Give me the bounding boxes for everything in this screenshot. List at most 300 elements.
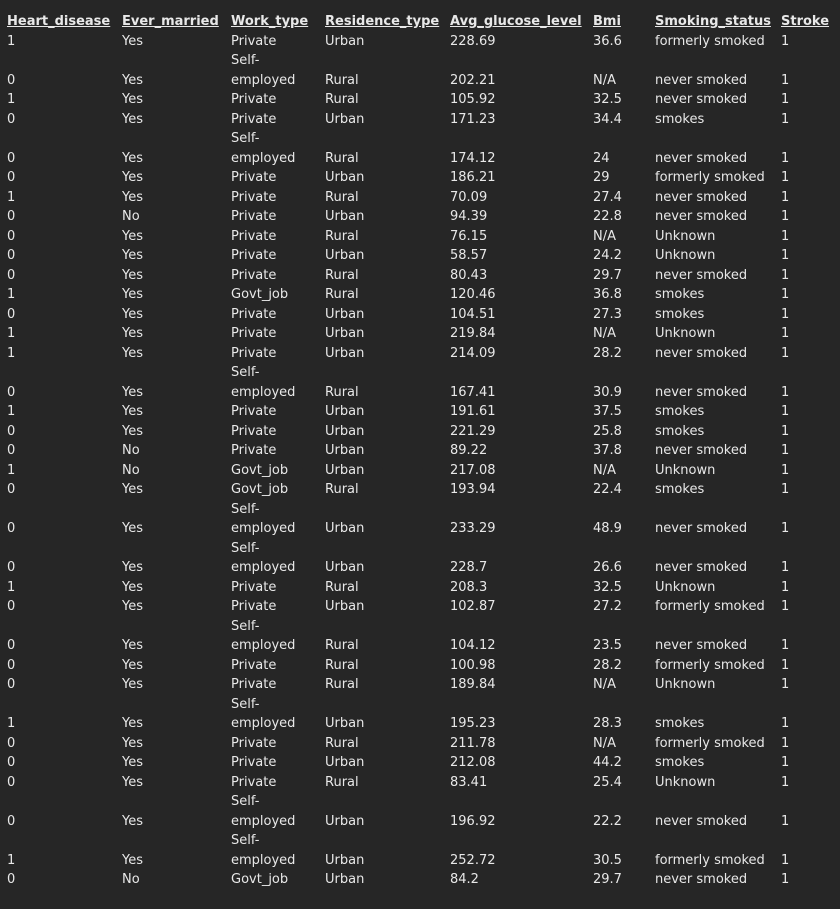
bmi-cell: 25.4 — [593, 774, 622, 790]
stroke-cell: 1 — [781, 755, 790, 770]
heart-disease-cell: 0 — [7, 306, 16, 322]
heart-disease-cell: 0 — [7, 560, 16, 575]
residence-type-cell: Rural — [325, 735, 359, 751]
heart-disease-cell: 1 — [7, 92, 16, 107]
residence-type-cell: Urban — [325, 521, 365, 536]
smoking-status-cell: never smoked — [655, 638, 748, 653]
bmi-cell: 24 — [593, 150, 610, 166]
avg-glucose-level-cell: 228.7 — [450, 560, 488, 575]
smoking-status-cell: formerly smoked — [655, 33, 765, 49]
smoking-status-cell: Unknown — [655, 228, 716, 244]
avg-glucose-level-cell: 212.08 — [450, 755, 496, 770]
avg-glucose-level-cell: 58.57 — [450, 248, 488, 263]
avg-glucose-level-cell: 171.23 — [450, 111, 496, 127]
work-type-cell: Govt_job — [231, 872, 289, 887]
avg-glucose-level-cell: 208.3 — [450, 579, 488, 595]
bmi-cell: 23.5 — [593, 638, 622, 653]
work-type-cell: Private — [231, 345, 277, 361]
stroke-cell: 1 — [781, 228, 790, 244]
table-row — [0, 266, 840, 286]
avg-glucose-level-cell: 120.46 — [450, 287, 496, 302]
residence-type-cell: Urban — [325, 755, 365, 770]
work-type-cell: Private — [231, 170, 277, 185]
table-row — [0, 539, 840, 578]
work-type-cell: Private — [231, 657, 277, 673]
heart-disease-cell: 1 — [7, 326, 16, 341]
work-type-cell: Self-employed — [231, 794, 296, 829]
bmi-cell: 27.2 — [593, 599, 622, 614]
work-type-cell: Private — [231, 774, 277, 790]
avg-glucose-level-cell: 105.92 — [450, 92, 496, 107]
avg-glucose-level-cell: 76.15 — [450, 228, 488, 244]
heart-disease-cell: 0 — [7, 521, 16, 536]
avg-glucose-level-cell: 195.23 — [450, 716, 496, 731]
smoking-status-cell: Unknown — [655, 462, 716, 478]
residence-type-cell: Urban — [325, 813, 365, 829]
residence-type-cell: Rural — [325, 482, 359, 497]
bmi-cell: 26.6 — [593, 560, 622, 575]
ever-married-cell: Yes — [122, 150, 143, 166]
table-row — [0, 870, 840, 890]
ever-married-cell: Yes — [122, 384, 143, 400]
smoking-status-cell: formerly smoked — [655, 599, 765, 614]
column-header-residence-type: Residence_type — [325, 14, 440, 29]
smoking-status-cell: Unknown — [655, 579, 716, 595]
smoking-status-cell: formerly smoked — [655, 657, 765, 673]
stroke-cell: 1 — [781, 521, 790, 536]
ever-married-cell: Yes — [122, 306, 143, 322]
avg-glucose-level-cell: 189.84 — [450, 677, 496, 692]
stroke-cell: 1 — [781, 579, 790, 595]
table-row — [0, 441, 840, 461]
smoking-status-cell: formerly smoked — [655, 852, 765, 868]
smoking-status-cell: Unknown — [655, 248, 716, 263]
stroke-cell: 1 — [781, 423, 790, 439]
bmi-cell: N/A — [593, 462, 616, 478]
ever-married-cell: Yes — [122, 248, 143, 263]
ever-married-cell: Yes — [122, 813, 143, 829]
table-row — [0, 32, 840, 52]
avg-glucose-level-cell: 196.92 — [450, 813, 496, 829]
bmi-cell: 32.5 — [593, 579, 622, 595]
smoking-status-cell: never smoked — [655, 189, 748, 205]
avg-glucose-level-cell: 219.84 — [450, 326, 496, 341]
ever-married-cell: Yes — [122, 755, 143, 770]
ever-married-cell: Yes — [122, 677, 143, 692]
work-type-cell: Private — [231, 92, 277, 107]
bmi-cell: 22.4 — [593, 482, 622, 497]
ever-married-cell: No — [122, 872, 140, 887]
smoking-status-cell: smokes — [655, 404, 705, 419]
residence-type-cell: Urban — [325, 306, 365, 322]
table-row — [0, 792, 840, 831]
stroke-cell: 1 — [781, 462, 790, 478]
smoking-status-cell: Unknown — [655, 326, 716, 341]
bmi-cell: 29 — [593, 170, 610, 185]
bmi-cell: 24.2 — [593, 248, 622, 263]
ever-married-cell: Yes — [122, 852, 143, 868]
table-row — [0, 500, 840, 539]
work-type-cell: Govt_job — [231, 482, 289, 497]
bmi-cell: 28.3 — [593, 716, 622, 731]
stroke-cell: 1 — [781, 92, 790, 107]
work-type-cell: Private — [231, 248, 277, 263]
bmi-cell: 32.5 — [593, 92, 622, 107]
table-row — [0, 227, 840, 247]
ever-married-cell: Yes — [122, 111, 143, 127]
stroke-cell: 1 — [781, 384, 790, 400]
stroke-cell: 1 — [781, 638, 790, 653]
bmi-cell: 30.9 — [593, 384, 622, 400]
work-type-cell: Self-employed — [231, 365, 296, 400]
stroke-cell: 1 — [781, 735, 790, 751]
avg-glucose-level-cell: 228.69 — [450, 33, 496, 49]
heart-disease-cell: 0 — [7, 72, 16, 88]
heart-disease-cell: 0 — [7, 384, 16, 400]
table-header — [0, 12, 840, 32]
work-type-cell: Private — [231, 228, 277, 244]
stroke-cell: 1 — [781, 872, 790, 887]
ever-married-cell: Yes — [122, 482, 143, 497]
residence-type-cell: Urban — [325, 560, 365, 575]
heart-disease-cell: 0 — [7, 657, 16, 673]
table-row — [0, 188, 840, 208]
ever-married-cell: Yes — [122, 579, 143, 595]
ever-married-cell: Yes — [122, 189, 143, 205]
work-type-cell: Self-employed — [231, 53, 296, 88]
heart-disease-cell: 0 — [7, 248, 16, 263]
heart-disease-cell: 1 — [7, 33, 16, 49]
avg-glucose-level-cell: 102.87 — [450, 599, 496, 614]
ever-married-cell: Yes — [122, 404, 143, 419]
bmi-cell: 34.4 — [593, 111, 622, 127]
bmi-cell: 22.8 — [593, 209, 622, 224]
smoking-status-cell: never smoked — [655, 267, 748, 283]
smoking-status-cell: formerly smoked — [655, 735, 765, 751]
bmi-cell: N/A — [593, 735, 616, 751]
table-row — [0, 656, 840, 676]
smoking-status-cell: never smoked — [655, 560, 748, 575]
stroke-cell: 1 — [781, 677, 790, 692]
table-row — [0, 480, 840, 500]
stroke-cell: 1 — [781, 111, 790, 127]
column-header-ever-married: Ever_married — [122, 14, 219, 29]
smoking-status-cell: never smoked — [655, 443, 748, 458]
smoking-status-cell: never smoked — [655, 384, 748, 400]
table-row — [0, 363, 840, 402]
stroke-cell: 1 — [781, 287, 790, 302]
heart-disease-cell: 0 — [7, 443, 16, 458]
ever-married-cell: Yes — [122, 774, 143, 790]
smoking-status-cell: Unknown — [655, 774, 716, 790]
residence-type-cell: Rural — [325, 774, 359, 790]
avg-glucose-level-cell: 104.51 — [450, 306, 496, 322]
bmi-cell: 25.8 — [593, 423, 622, 439]
bmi-cell: 29.7 — [593, 872, 622, 887]
heart-disease-cell: 1 — [7, 579, 16, 595]
smoking-status-cell: formerly smoked — [655, 170, 765, 185]
smoking-status-cell: smokes — [655, 306, 705, 322]
heart-disease-cell: 1 — [7, 189, 16, 205]
residence-type-cell: Urban — [325, 209, 365, 224]
stroke-cell: 1 — [781, 599, 790, 614]
bmi-cell: 36.6 — [593, 33, 622, 49]
stroke-cell: 1 — [781, 306, 790, 322]
work-type-cell: Private — [231, 404, 277, 419]
table-row — [0, 207, 840, 227]
work-type-cell: Private — [231, 111, 277, 127]
stroke-cell: 1 — [781, 482, 790, 497]
residence-type-cell: Rural — [325, 189, 359, 205]
ever-married-cell: Yes — [122, 560, 143, 575]
residence-type-cell: Rural — [325, 677, 359, 692]
column-header-bmi: Bmi — [593, 14, 621, 29]
residence-type-cell: Urban — [325, 345, 365, 361]
heart-disease-cell: 1 — [7, 716, 16, 731]
heart-disease-cell: 1 — [7, 345, 16, 361]
table-row — [0, 734, 840, 754]
work-type-cell: Private — [231, 579, 277, 595]
smoking-status-cell: Unknown — [655, 677, 716, 692]
work-type-cell: Self-employed — [231, 501, 296, 536]
smoking-status-cell: smokes — [655, 716, 705, 731]
bmi-cell: 27.4 — [593, 189, 622, 205]
avg-glucose-level-cell: 80.43 — [450, 267, 488, 283]
table-row — [0, 90, 840, 110]
stroke-cell: 1 — [781, 209, 790, 224]
residence-type-cell: Urban — [325, 326, 365, 341]
heart-disease-cell: 0 — [7, 813, 16, 829]
bmi-cell: 30.5 — [593, 852, 622, 868]
residence-type-cell: Urban — [325, 852, 365, 868]
smoking-status-cell: never smoked — [655, 150, 748, 166]
table-row — [0, 285, 840, 305]
table-row — [0, 110, 840, 130]
smoking-status-cell: smokes — [655, 482, 705, 497]
stroke-cell: 1 — [781, 33, 790, 49]
heart-disease-cell: 0 — [7, 482, 16, 497]
work-type-cell: Private — [231, 755, 277, 770]
smoking-status-cell: never smoked — [655, 521, 748, 536]
stroke-cell: 1 — [781, 404, 790, 419]
avg-glucose-level-cell: 100.98 — [450, 657, 496, 673]
work-type-cell: Private — [231, 326, 277, 341]
residence-type-cell: Urban — [325, 404, 365, 419]
work-type-cell: Private — [231, 189, 277, 205]
heart-disease-cell: 0 — [7, 755, 16, 770]
residence-type-cell: Urban — [325, 423, 365, 439]
work-type-cell: Self-employed — [231, 618, 296, 653]
table-row — [0, 695, 840, 734]
residence-type-cell: Urban — [325, 716, 365, 731]
smoking-status-cell: never smoked — [655, 92, 748, 107]
ever-married-cell: No — [122, 443, 140, 458]
stroke-cell: 1 — [781, 170, 790, 185]
avg-glucose-level-cell: 221.29 — [450, 423, 496, 439]
work-type-cell: Private — [231, 33, 277, 49]
residence-type-cell: Rural — [325, 657, 359, 673]
stroke-cell: 1 — [781, 326, 790, 341]
column-header-avg-glucose-level: Avg_glucose_level — [450, 14, 582, 29]
stroke-cell: 1 — [781, 852, 790, 868]
ever-married-cell: Yes — [122, 72, 143, 88]
ever-married-cell: Yes — [122, 521, 143, 536]
heart-disease-cell: 0 — [7, 735, 16, 751]
work-type-cell: Govt_job — [231, 462, 289, 478]
heart-disease-cell: 0 — [7, 150, 16, 166]
column-header-work-type: Work_type — [231, 14, 309, 29]
ever-married-cell: Yes — [122, 326, 143, 341]
bmi-cell: 28.2 — [593, 345, 622, 361]
avg-glucose-level-cell: 193.94 — [450, 482, 496, 497]
bmi-cell: 36.8 — [593, 287, 622, 302]
ever-married-cell: Yes — [122, 735, 143, 751]
table-row — [0, 597, 840, 617]
residence-type-cell: Urban — [325, 33, 365, 49]
table-row — [0, 168, 840, 188]
bmi-cell: N/A — [593, 326, 616, 341]
table-row — [0, 675, 840, 695]
work-type-cell: Private — [231, 267, 277, 283]
ever-married-cell: Yes — [122, 345, 143, 361]
stroke-cell: 1 — [781, 345, 790, 361]
column-header-heart-disease: Heart_disease — [7, 14, 111, 29]
table-row — [0, 461, 840, 481]
heart-disease-cell: 1 — [7, 852, 16, 868]
ever-married-cell: Yes — [122, 599, 143, 614]
avg-glucose-level-cell: 70.09 — [450, 189, 488, 205]
avg-glucose-level-cell: 191.61 — [450, 404, 496, 419]
stroke-cell: 1 — [781, 267, 790, 283]
ever-married-cell: Yes — [122, 33, 143, 49]
residence-type-cell: Urban — [325, 599, 365, 614]
work-type-cell: Self-employed — [231, 833, 296, 868]
bmi-cell: 27.3 — [593, 306, 622, 322]
ever-married-cell: Yes — [122, 638, 143, 653]
avg-glucose-level-cell: 217.08 — [450, 462, 496, 478]
table-row — [0, 344, 840, 364]
work-type-cell: Private — [231, 599, 277, 614]
smoking-status-cell: smokes — [655, 111, 705, 127]
heart-disease-cell: 1 — [7, 404, 16, 419]
residence-type-cell: Rural — [325, 384, 359, 400]
ever-married-cell: Yes — [122, 287, 143, 302]
heart-disease-cell: 0 — [7, 209, 16, 224]
column-header-smoking-status: Smoking_status — [655, 14, 771, 29]
residence-type-cell: Urban — [325, 248, 365, 263]
bmi-cell: 37.5 — [593, 404, 622, 419]
table-row — [0, 51, 840, 90]
heart-disease-cell: 0 — [7, 423, 16, 439]
smoking-status-cell: smokes — [655, 755, 705, 770]
table-row — [0, 129, 840, 168]
smoking-status-cell: smokes — [655, 423, 705, 439]
table-row — [0, 422, 840, 442]
stroke-cell: 1 — [781, 443, 790, 458]
heart-disease-cell: 1 — [7, 287, 16, 302]
avg-glucose-level-cell: 84.2 — [450, 872, 479, 887]
avg-glucose-level-cell: 104.12 — [450, 638, 496, 653]
bmi-cell: N/A — [593, 72, 616, 88]
table-row — [0, 617, 840, 656]
smoking-status-cell: never smoked — [655, 345, 748, 361]
avg-glucose-level-cell: 186.21 — [450, 170, 496, 185]
column-header-stroke: Stroke — [781, 14, 830, 29]
avg-glucose-level-cell: 167.41 — [450, 384, 496, 400]
avg-glucose-level-cell: 233.29 — [450, 521, 496, 536]
residence-type-cell: Rural — [325, 72, 359, 88]
ever-married-cell: Yes — [122, 423, 143, 439]
header-row — [0, 12, 840, 32]
bmi-cell: N/A — [593, 677, 616, 692]
ever-married-cell: Yes — [122, 267, 143, 283]
table-body — [0, 32, 840, 890]
bmi-cell: 28.2 — [593, 657, 622, 673]
work-type-cell: Self-employed — [231, 696, 296, 731]
residence-type-cell: Rural — [325, 150, 359, 166]
stroke-cell: 1 — [781, 248, 790, 263]
stroke-cell: 1 — [781, 774, 790, 790]
avg-glucose-level-cell: 94.39 — [450, 209, 488, 224]
stroke-cell: 1 — [781, 560, 790, 575]
ever-married-cell: No — [122, 209, 140, 224]
work-type-cell: Private — [231, 423, 277, 439]
residence-type-cell: Urban — [325, 462, 365, 478]
residence-type-cell: Urban — [325, 170, 365, 185]
residence-type-cell: Urban — [325, 443, 365, 458]
table-row — [0, 246, 840, 266]
table-row — [0, 773, 840, 793]
residence-type-cell: Rural — [325, 638, 359, 653]
stroke-cell: 1 — [781, 189, 790, 205]
heart-disease-cell: 0 — [7, 267, 16, 283]
smoking-status-cell: never smoked — [655, 872, 748, 887]
table-row — [0, 402, 840, 422]
avg-glucose-level-cell: 174.12 — [450, 150, 496, 166]
work-type-cell: Private — [231, 209, 277, 224]
avg-glucose-level-cell: 89.22 — [450, 443, 488, 458]
bmi-cell: 44.2 — [593, 755, 622, 770]
heart-disease-cell: 0 — [7, 872, 16, 887]
residence-type-cell: Urban — [325, 111, 365, 127]
bmi-cell: 29.7 — [593, 267, 622, 283]
avg-glucose-level-cell: 214.09 — [450, 345, 496, 361]
bmi-cell: 22.2 — [593, 813, 622, 829]
stroke-cell: 1 — [781, 150, 790, 166]
work-type-cell: Private — [231, 677, 277, 692]
table-row — [0, 578, 840, 598]
work-type-cell: Private — [231, 443, 277, 458]
heart-disease-cell: 0 — [7, 111, 16, 127]
stroke-cell: 1 — [781, 657, 790, 673]
residence-type-cell: Rural — [325, 92, 359, 107]
bmi-cell: 48.9 — [593, 521, 622, 536]
heart-disease-cell: 0 — [7, 170, 16, 185]
heart-disease-cell: 0 — [7, 774, 16, 790]
table-row — [0, 324, 840, 344]
residence-type-cell: Rural — [325, 287, 359, 302]
work-type-cell: Self-employed — [231, 540, 296, 575]
heart-disease-cell: 0 — [7, 599, 16, 614]
work-type-cell: Govt_job — [231, 287, 289, 302]
heart-disease-cell: 0 — [7, 228, 16, 244]
residence-type-cell: Rural — [325, 228, 359, 244]
table-row — [0, 831, 840, 870]
ever-married-cell: Yes — [122, 716, 143, 731]
table-row — [0, 753, 840, 773]
avg-glucose-level-cell: 202.21 — [450, 72, 496, 88]
heart-disease-cell: 1 — [7, 462, 16, 478]
